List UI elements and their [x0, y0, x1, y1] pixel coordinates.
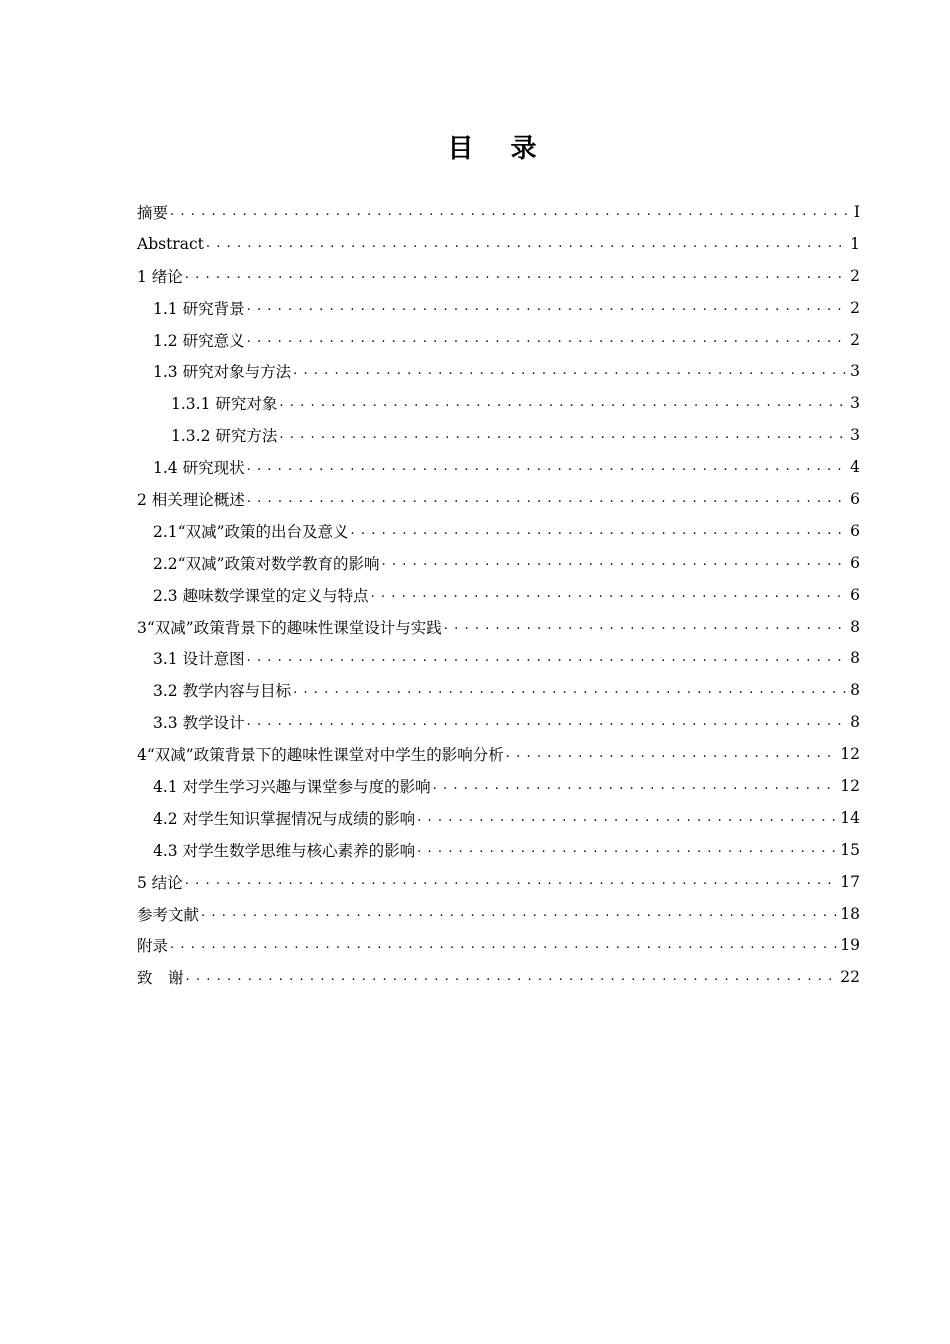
toc-entry-page-number: I — [853, 202, 860, 221]
toc-entry-label: 1.3 研究对象与方法 — [153, 363, 292, 382]
toc-entry-page-number: 1 — [850, 234, 860, 253]
toc-entry[interactable] — [137, 579, 860, 611]
toc-entry[interactable] — [137, 706, 860, 738]
toc-entry-label: 4.1 对学生学习兴趣与课堂参与度的影响 — [153, 777, 431, 796]
toc-entry-label: 附录 — [137, 937, 169, 956]
toc-entry-label: 2.3 趣味数学课堂的定义与特点 — [153, 586, 369, 605]
toc-entry-page-number: 8 — [850, 713, 860, 732]
toc-entry[interactable] — [137, 898, 860, 930]
toc-leader-dots — [168, 203, 852, 222]
toc-leader-dots — [415, 840, 838, 859]
toc-leader-dots — [245, 330, 849, 349]
toc-entry-label: 3.1 设计意图 — [153, 650, 245, 669]
toc-entry-page-number: 3 — [850, 426, 860, 445]
toc-entry-label: 1.4 研究现状 — [153, 459, 245, 478]
toc-leader-dots — [277, 426, 848, 445]
toc-leader-dots — [277, 394, 848, 413]
toc-entry[interactable] — [137, 324, 860, 356]
toc-entry[interactable] — [137, 802, 860, 834]
toc-entry-label: 1.3.2 研究方法 — [171, 427, 278, 446]
toc-entry-page-number: 6 — [850, 521, 860, 540]
table-of-contents — [137, 196, 860, 993]
toc-leader-dots — [245, 298, 849, 317]
toc-entry[interactable] — [137, 292, 860, 324]
toc-entry-label: 1.1 研究背景 — [153, 299, 245, 318]
toc-entry-page-number: 8 — [850, 617, 860, 636]
toc-leader-dots — [245, 649, 849, 668]
toc-entry-label: 2.2“双减”政策对数学教育的影响 — [153, 554, 380, 573]
toc-entry-page-number: 2 — [850, 330, 860, 349]
toc-leader-dots — [183, 266, 848, 285]
toc-entry-page-number: 8 — [850, 649, 860, 668]
toc-entry[interactable] — [137, 834, 860, 866]
toc-leader-dots — [504, 745, 839, 764]
toc-entry-label: 1.3.1 研究对象 — [171, 395, 278, 414]
toc-entry-label: 参考文献 — [137, 905, 200, 924]
toc-entry[interactable] — [137, 387, 860, 419]
toc-entry[interactable] — [137, 866, 860, 898]
toc-entry-label: 4.3 对学生数学思维与核心素养的影响 — [153, 841, 416, 860]
toc-entry-label: 3.2 教学内容与目标 — [153, 682, 292, 701]
toc-entry[interactable] — [137, 355, 860, 387]
toc-entry[interactable] — [137, 738, 860, 770]
toc-entry-page-number: 3 — [850, 394, 860, 413]
toc-leader-dots — [183, 872, 838, 891]
toc-entry-page-number: 12 — [840, 776, 860, 795]
toc-leader-dots — [168, 936, 838, 955]
toc-leader-dots — [245, 490, 848, 509]
toc-entry[interactable] — [137, 228, 860, 260]
toc-entry-page-number: 2 — [850, 266, 860, 285]
toc-entry-label: 3.3 教学设计 — [153, 714, 245, 733]
toc-leader-dots — [184, 968, 839, 987]
toc-entry-page-number: 12 — [840, 745, 860, 764]
toc-entry-label: 摘要 — [137, 203, 169, 222]
toc-entry-page-number: 2 — [850, 298, 860, 317]
toc-entry[interactable] — [137, 961, 860, 993]
toc-entry[interactable] — [137, 515, 860, 547]
toc-entry[interactable] — [137, 929, 860, 961]
toc-entry-page-number: 22 — [840, 968, 860, 987]
toc-entry-page-number: 18 — [840, 904, 860, 923]
toc-entry-label: 4“双减”政策背景下的趣味性课堂对中学生的影响分析 — [137, 746, 504, 765]
toc-entry[interactable] — [137, 642, 860, 674]
toc-entry-label: 2 相关理论概述 — [137, 490, 245, 509]
toc-entry-page-number: 4 — [850, 458, 860, 477]
toc-entry-page-number: 3 — [850, 362, 860, 381]
toc-entry-label: 2.1“双减”政策的出台及意义 — [153, 522, 349, 541]
toc-entry-page-number: 14 — [840, 808, 860, 827]
toc-leader-dots — [199, 904, 838, 923]
toc-entry-page-number: 17 — [840, 872, 860, 891]
toc-leader-dots — [291, 681, 848, 700]
toc-entry[interactable] — [137, 770, 860, 802]
toc-leader-dots — [369, 585, 849, 604]
toc-leader-dots — [380, 553, 849, 572]
toc-leader-dots — [204, 235, 848, 254]
toc-leader-dots — [245, 458, 849, 477]
toc-entry-label: 1.2 研究意义 — [153, 331, 245, 350]
toc-leader-dots — [431, 777, 839, 796]
toc-entry[interactable] — [137, 196, 860, 228]
toc-leader-dots — [349, 522, 849, 541]
toc-leader-dots — [291, 362, 848, 381]
toc-entry-page-number: 6 — [850, 585, 860, 604]
toc-entry-label: Abstract — [137, 234, 204, 253]
toc-entry-page-number: 19 — [840, 936, 860, 955]
toc-leader-dots — [245, 713, 849, 732]
toc-entry-label: 4.2 对学生知识掌握情况与成绩的影响 — [153, 809, 416, 828]
toc-leader-dots — [415, 809, 838, 828]
toc-entry-label: 1 绪论 — [137, 267, 183, 286]
toc-entry-label: 致 谢 — [137, 969, 184, 988]
toc-entry[interactable] — [137, 419, 860, 451]
toc-entry[interactable] — [137, 451, 860, 483]
toc-entry-page-number: 15 — [840, 840, 860, 859]
toc-entry-page-number: 8 — [850, 681, 860, 700]
toc-entry[interactable] — [137, 483, 860, 515]
toc-entry[interactable] — [137, 611, 860, 643]
toc-entry[interactable] — [137, 674, 860, 706]
toc-entry[interactable] — [137, 547, 860, 579]
toc-entry-page-number: 6 — [850, 489, 860, 508]
toc-leader-dots — [442, 617, 848, 636]
toc-entry-label: 5 结论 — [137, 873, 183, 892]
toc-entry[interactable] — [137, 260, 860, 292]
page-title: 目 录 — [447, 134, 551, 164]
toc-entry-label: 3“双减”政策背景下的趣味性课堂设计与实践 — [137, 618, 442, 637]
toc-entry-page-number: 6 — [850, 553, 860, 572]
